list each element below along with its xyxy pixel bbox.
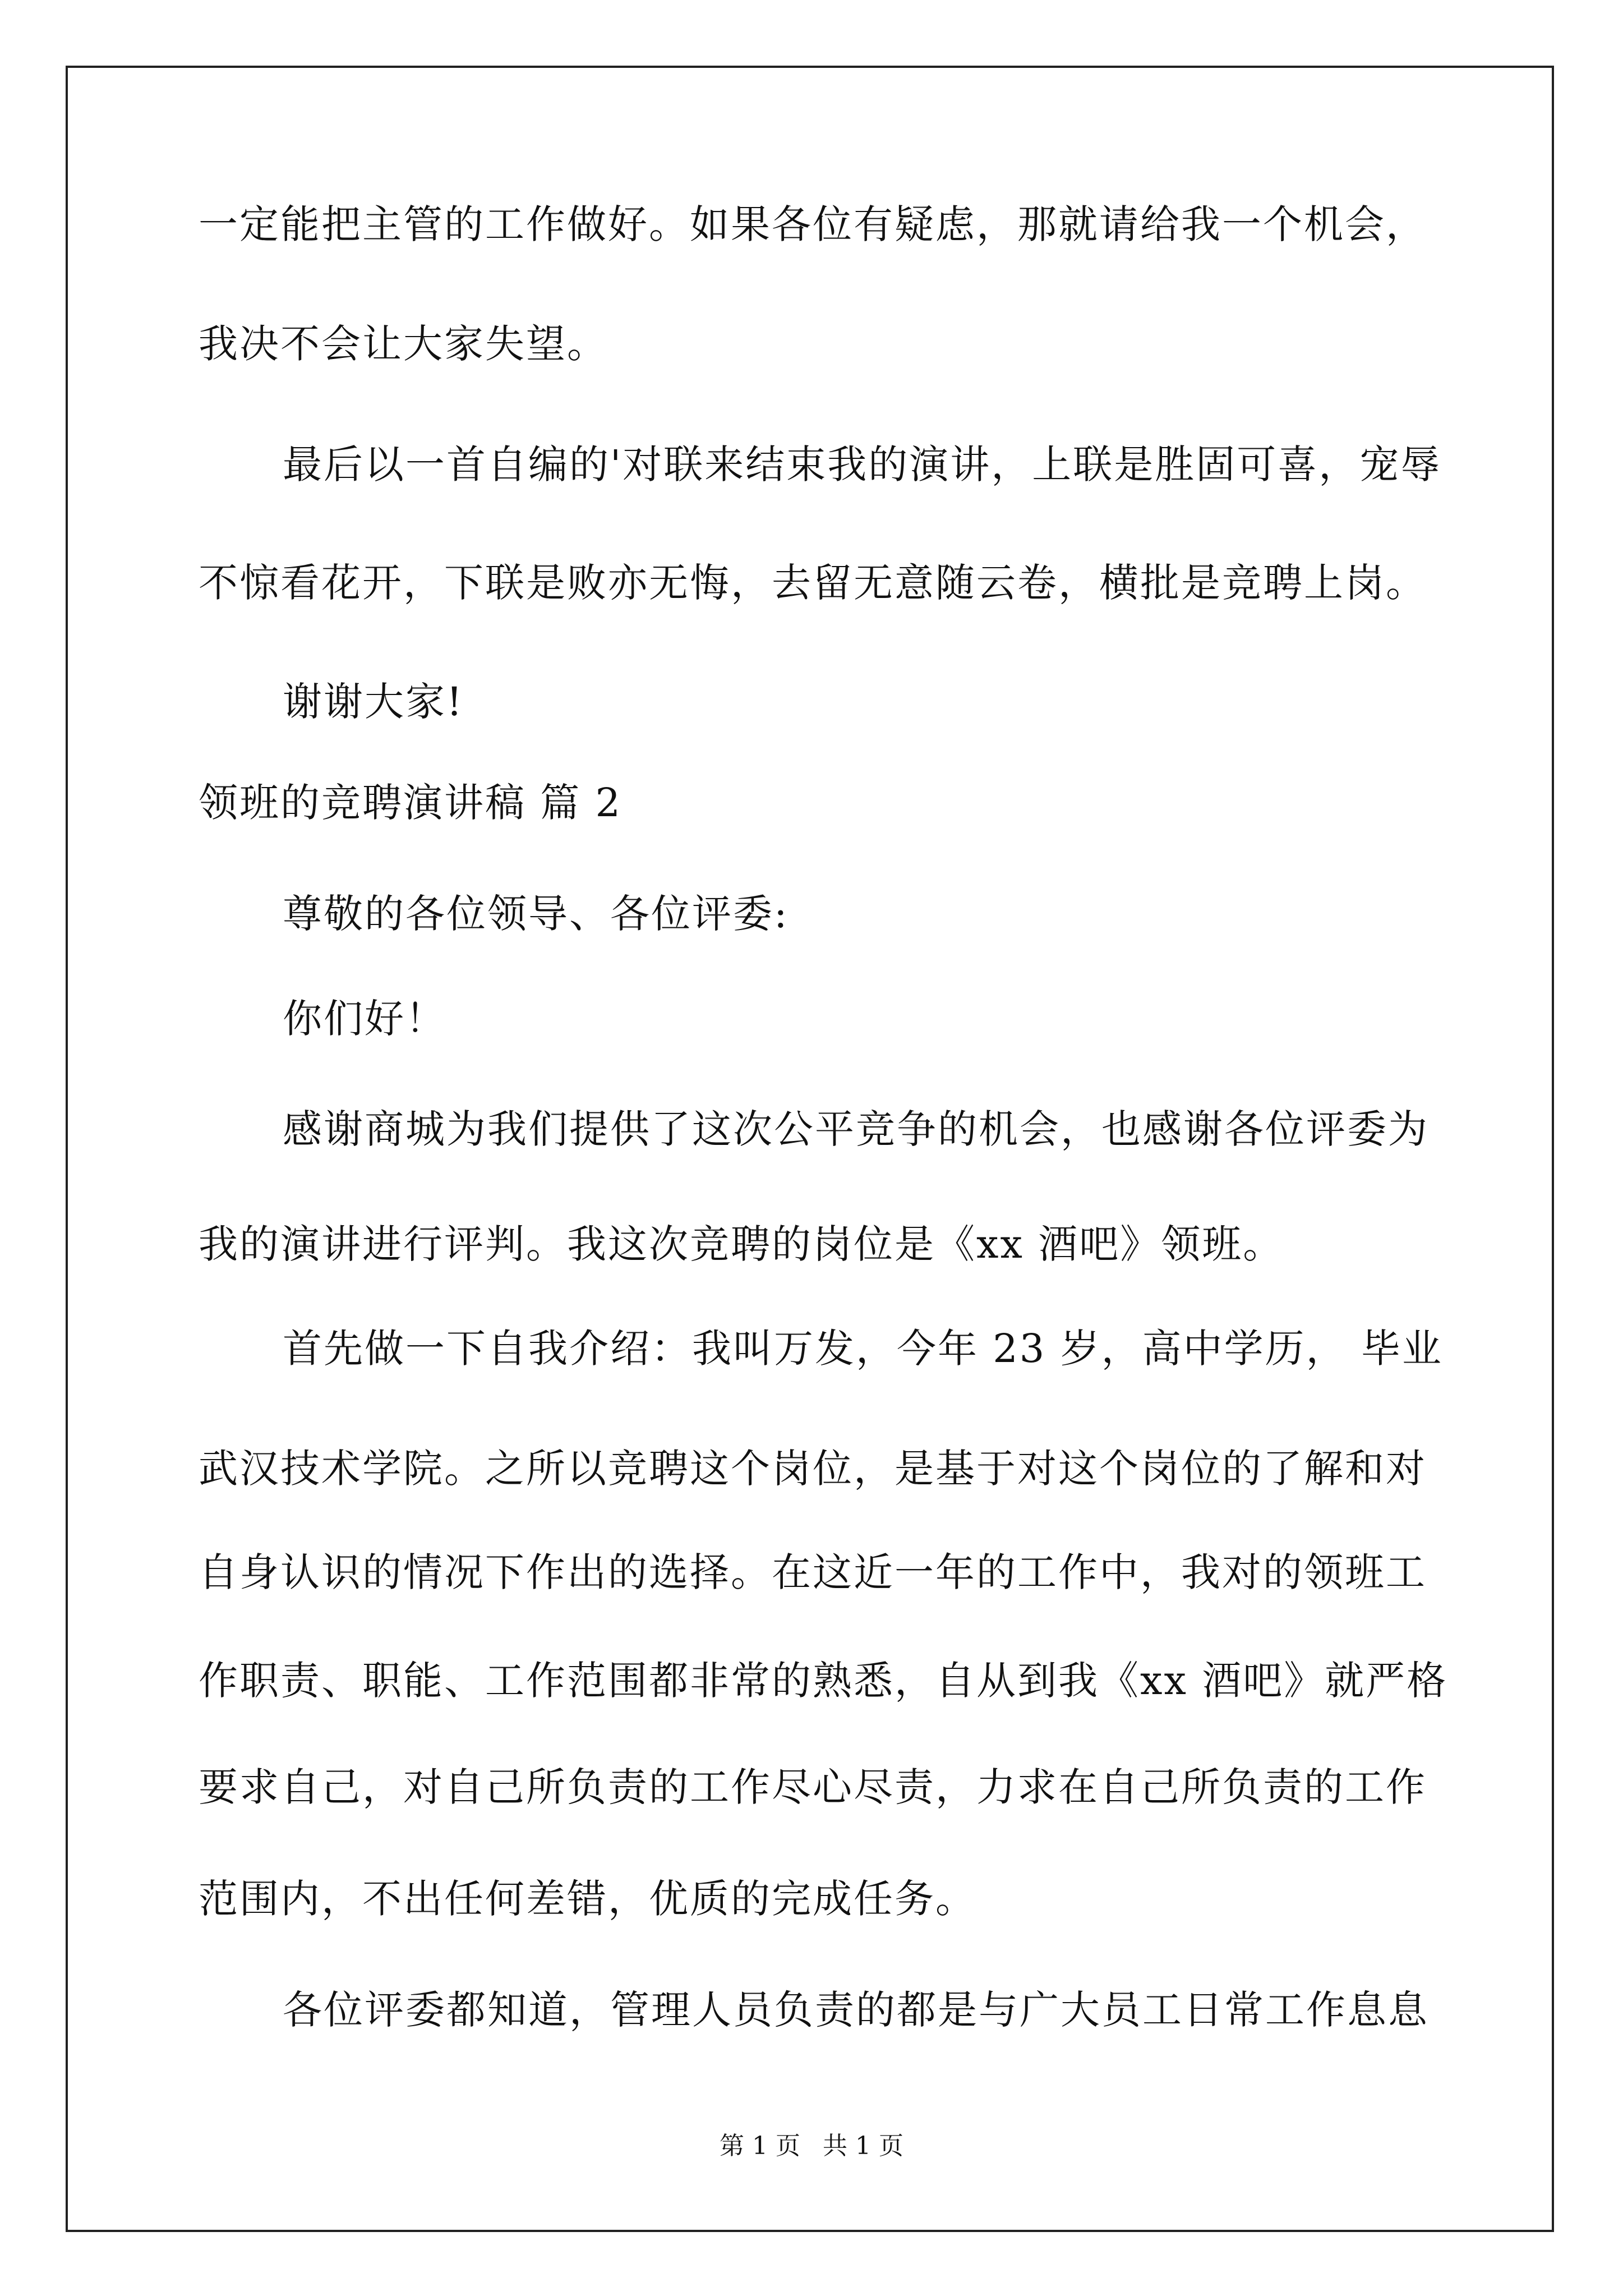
text-line: 范围内，不出任何差错，优质的完成任务。 bbox=[199, 1876, 976, 1922]
page-footer bbox=[0, 2131, 1623, 2162]
text-line: 一定能把主管的工作做好。如果各位有疑虑，那就请给我一个机会， bbox=[199, 201, 1427, 247]
paragraph-start: 感谢商城为我们提供了这次公平竞争的机会，也感谢各位评委为 bbox=[283, 1106, 1429, 1152]
section-heading: 领班的竞聘演讲稿 篇 2 bbox=[199, 780, 623, 826]
page-number: 第 1 页 bbox=[720, 2132, 800, 2160]
text-line: 我决不会让大家失望。 bbox=[199, 321, 608, 367]
paragraph-start: 首先做一下自我介绍：我叫万发，今年 23 岁，高中学历， 毕业 bbox=[283, 1326, 1443, 1372]
text-line: 要求自己，对自己所负责的工作尽心尽责，力求在自己所负责的工作 bbox=[199, 1764, 1427, 1810]
salutation: 尊敬的各位领导、各位评委: bbox=[283, 891, 789, 937]
paragraph-start: 各位评委都知道，管理人员负责的都是与广大员工日常工作息息 bbox=[283, 1987, 1429, 2033]
text-line: 我的演讲进行评判。我这次竞聘的岗位是《xx 酒吧》领班。 bbox=[199, 1221, 1284, 1267]
paragraph-start: 最后以一首自编的'对联来结束我的演讲，上联是胜固可喜，宠辱 bbox=[283, 441, 1442, 487]
text-line: 武汉技术学院。之所以竞聘这个岗位，是基于对这个岗位的了解和对 bbox=[199, 1446, 1427, 1492]
paragraph-start: 谢谢大家! bbox=[283, 679, 464, 725]
text-line: 作职责、职能、工作范围都非常的熟悉，自从到我《xx 酒吧》就严格 bbox=[199, 1658, 1448, 1704]
text-line: 自身认识的情况下作出的选择。在这近一年的工作中，我对的领班工 bbox=[199, 1549, 1427, 1595]
page-total: 共 1 页 bbox=[823, 2132, 903, 2160]
text-line: 不惊看花开，下联是败亦无悔，去留无意随云卷，横批是竞聘上岗。 bbox=[199, 560, 1427, 606]
greeting: 你们好！ bbox=[283, 996, 446, 1042]
